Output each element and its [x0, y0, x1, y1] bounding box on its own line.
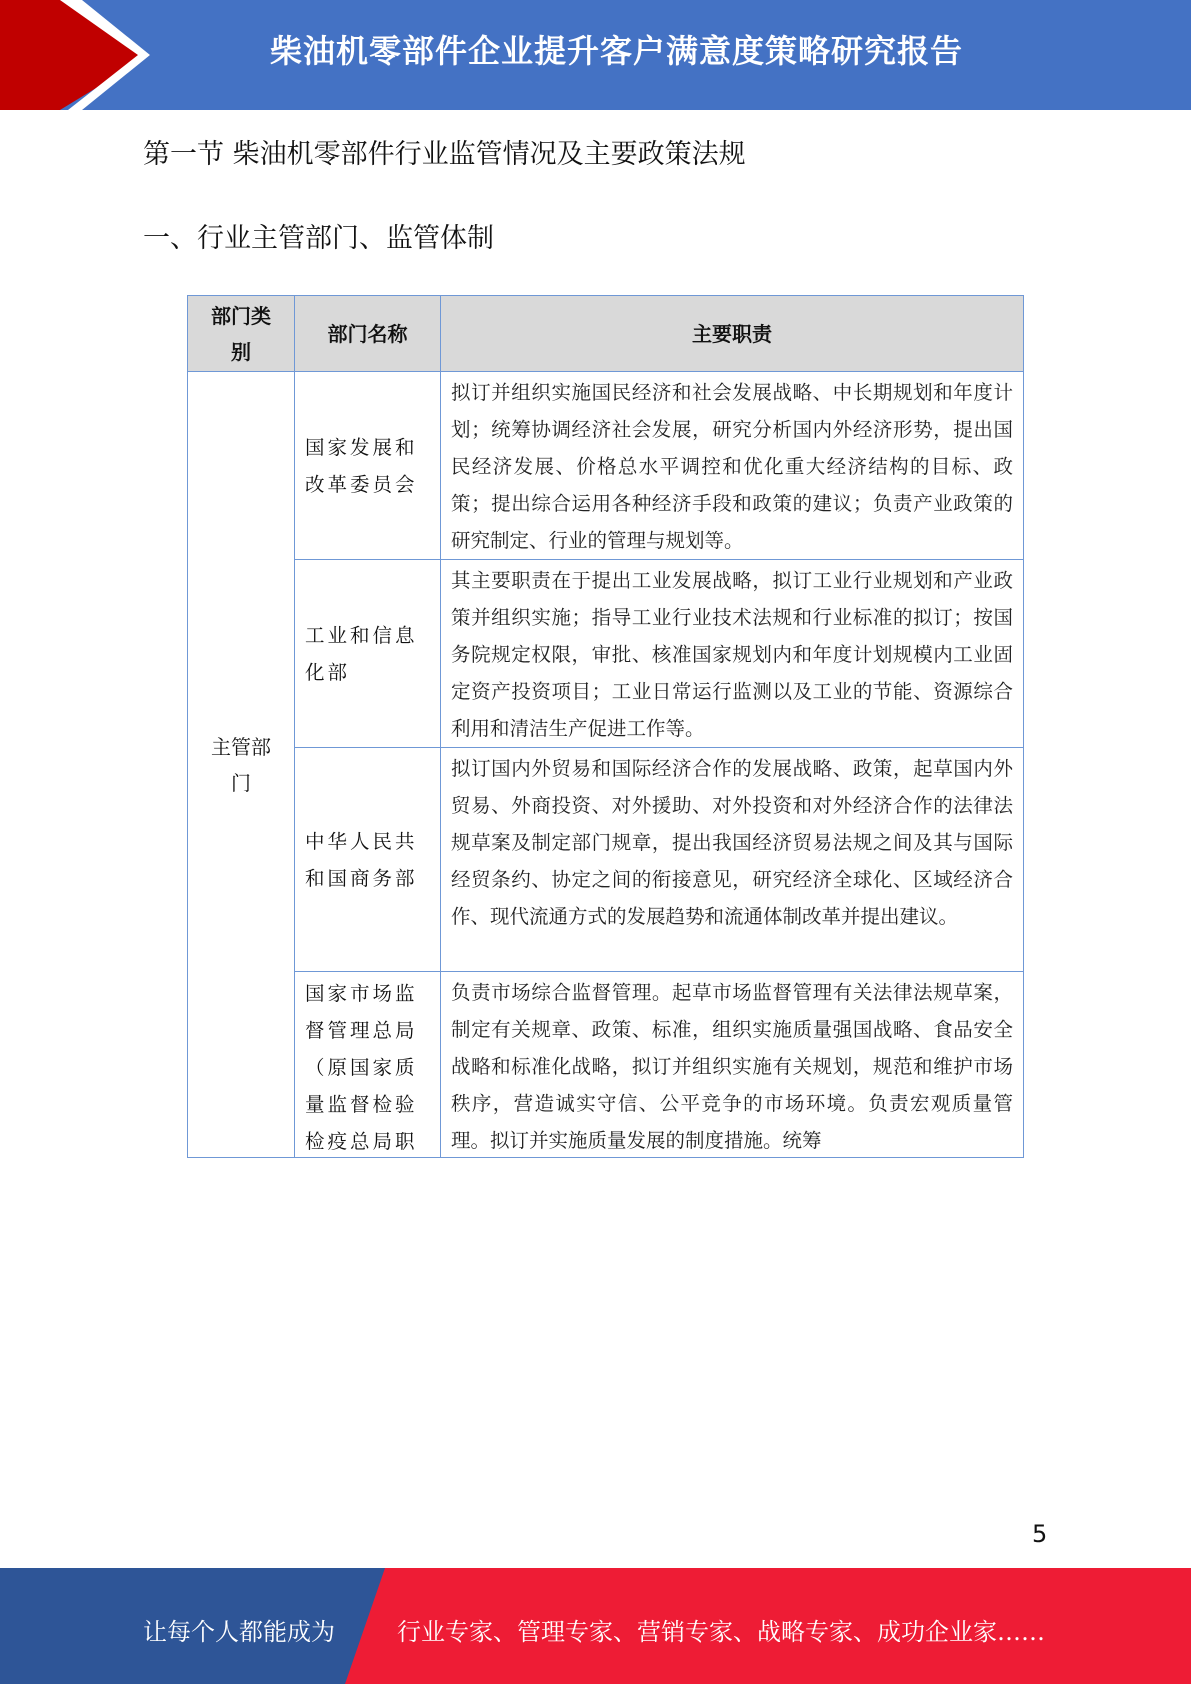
- header-name: 部门名称: [295, 296, 441, 372]
- table-row: [188, 748, 1024, 972]
- page-number: 5: [1032, 1520, 1048, 1548]
- department-duties-cell: [441, 972, 1024, 1158]
- header-category: 部门类别: [188, 296, 295, 372]
- department-name: 国家市场监督管理总局（原国家质量监督检验检疫总局职: [305, 982, 418, 1153]
- section-title: 第一节 柴油机零部件行业监管情况及主要政策法规: [143, 139, 746, 170]
- department-duties: 负责市场综合监督管理。起草市场监督管理有关法律法规草案，制定有关规章、政策、标准，组织实施质量强国战略、食品安全战略和标准化战略，拟订并组织实施有关规划，规范和维护市场秩序，营造诚实守信、公平竞争的市场环境。负责宏观质量管理。拟订并实施质量发展的制度措施。统筹: [451, 981, 1013, 1152]
- header-banner: [0, 0, 1191, 110]
- department-duties: 拟订并组织实施国民经济和社会发展战略、中长期规划和年度计划；统筹协调经济社会发展，研究分析国内外经济形势，提出国民经济发展、价格总水平调控和优化重大经济结构的目标、政策；提出综合运用各种经济手段和政策的建议；负责产业政策的研究制定、行业的管理与规划等。: [441, 372, 1024, 560]
- department-name: 国家发展和改革委员会: [295, 372, 441, 560]
- header-duties: 主要职责: [441, 296, 1024, 372]
- header-red-arrow: [0, 0, 150, 110]
- report-title: 柴油机零部件企业提升客户满意度策略研究报告: [270, 32, 964, 70]
- table-row: [188, 972, 1024, 1158]
- subsection-title: 一、行业主管部门、监管体制: [143, 223, 494, 254]
- footer-slogan-right: 行业专家、管理专家、营销专家、战略专家、成功企业家……: [397, 1618, 1045, 1646]
- table-row: [188, 560, 1024, 748]
- footer-banner: [0, 1568, 1191, 1684]
- category-label: 主管部门: [211, 734, 271, 795]
- footer-slogan-left: 让每个人都能成为: [143, 1618, 335, 1646]
- table-header-row: [188, 296, 1024, 372]
- department-name-cell: [295, 972, 441, 1158]
- category-cell: [188, 372, 295, 1158]
- department-duties: 拟订国内外贸易和国际经济合作的发展战略、政策，起草国内外贸易、外商投资、对外援助、对外投资和对外经济合作的法律法规草案及制定部门规章，提出我国经济贸易法规之间及其与国际经贸条约、协定之间的衔接意见，研究经济全球化、区域经济合作、现代流通方式的发展趋势和流通体制改革并提出建议。: [441, 748, 1024, 972]
- regulators-table: [187, 295, 1024, 1158]
- table-row: [188, 372, 1024, 560]
- department-name: 工业和信息化部: [295, 560, 441, 748]
- department-name: 中华人民共和国商务部: [295, 748, 441, 972]
- department-duties: 其主要职责在于提出工业发展战略，拟订工业行业规划和产业政策并组织实施；指导工业行业技术法规和行业标准的拟订；按国务院规定权限，审批、核准国家规划内和年度计划规模内工业固定资产投资项目；工业日常运行监测以及工业的节能、资源综合利用和清洁生产促进工作等。: [441, 560, 1024, 748]
